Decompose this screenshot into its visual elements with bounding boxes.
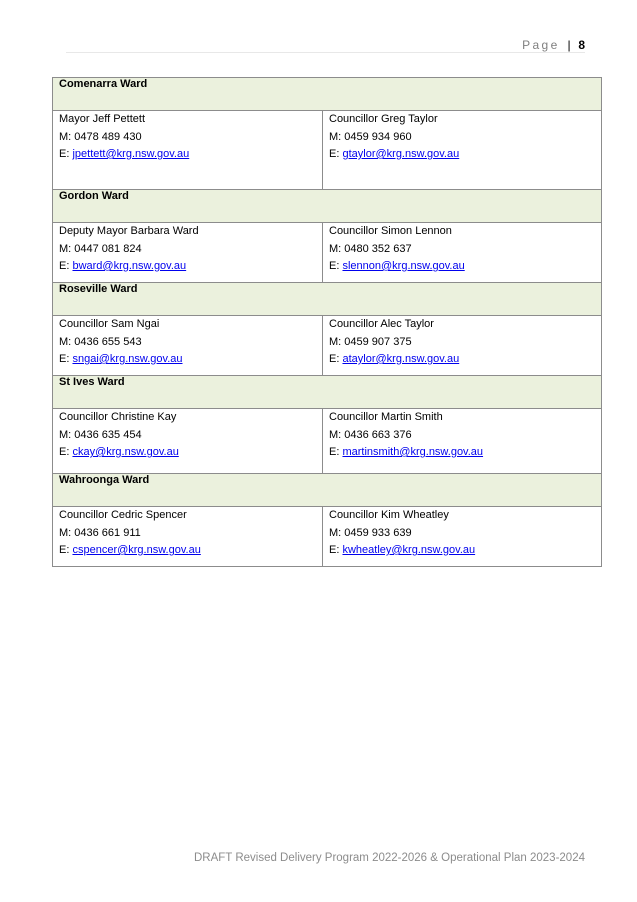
ward-members-row xyxy=(53,111,602,190)
email-link[interactable]: ataylor@krg.nsw.gov.au xyxy=(342,353,460,365)
ward-members-row xyxy=(53,223,602,283)
councillor-cell xyxy=(323,316,602,376)
ward-name: Roseville Ward xyxy=(53,283,602,316)
councillor-title: Councillor Alec Taylor xyxy=(329,318,434,330)
councillor-cell xyxy=(53,223,323,283)
councillor-mobile: M: 0480 352 637 xyxy=(329,242,412,255)
councillor-cell xyxy=(53,507,323,567)
email-prefix: E: xyxy=(59,353,70,365)
email-link[interactable]: sngai@krg.nsw.gov.au xyxy=(72,353,183,365)
ward-name: Comenarra Ward xyxy=(53,78,602,111)
ward-header-row xyxy=(53,283,602,316)
councillor-email-line xyxy=(59,351,316,369)
email-link[interactable]: cspencer@krg.nsw.gov.au xyxy=(72,544,201,556)
email-prefix: E: xyxy=(329,544,340,556)
ward-header-row xyxy=(53,376,602,409)
ward-name: St Ives Ward xyxy=(53,376,602,409)
email-prefix: E: xyxy=(329,446,340,458)
councillor-cell xyxy=(323,409,602,474)
email-prefix: E: xyxy=(59,260,70,272)
ward-name: Gordon Ward xyxy=(53,190,602,223)
councillor-title: Councillor Cedric Spencer xyxy=(59,509,187,521)
email-prefix: E: xyxy=(59,446,70,458)
councillor-mobile: M: 0436 663 376 xyxy=(329,428,412,441)
councillor-title: Councillor Sam Ngai xyxy=(59,318,160,330)
councillor-cell xyxy=(323,223,602,283)
email-prefix: E: xyxy=(329,260,340,272)
email-link[interactable]: slennon@krg.nsw.gov.au xyxy=(342,260,465,272)
councillor-contact-table xyxy=(52,77,602,567)
ward-name: Wahroonga Ward xyxy=(53,474,602,507)
councillor-mobile: M: 0436 635 454 xyxy=(59,428,142,441)
councillor-cell xyxy=(53,111,323,190)
document-footer: DRAFT Revised Delivery Program 2022-2026 & Operational Plan 2023-2024 xyxy=(194,852,585,864)
councillor-title: Councillor Kim Wheatley xyxy=(329,509,449,521)
page-number: 8 xyxy=(578,38,585,52)
councillor-email-line xyxy=(59,146,316,164)
councillor-email-line xyxy=(329,444,595,462)
councillor-mobile: M: 0436 661 911 xyxy=(59,526,141,539)
councillor-title: Councillor Greg Taylor xyxy=(329,113,438,125)
councillor-title: Mayor Jeff Pettett xyxy=(59,113,146,125)
ward-members-row xyxy=(53,507,602,567)
email-link[interactable]: martinsmith@krg.nsw.gov.au xyxy=(342,446,484,458)
councillor-title: Councillor Martin Smith xyxy=(329,411,443,423)
page-number-header xyxy=(522,38,585,52)
councillor-title: Councillor Simon Lennon xyxy=(329,225,452,237)
ward-header-row xyxy=(53,78,602,111)
ward-header-row xyxy=(53,474,602,507)
councillor-mobile: M: 0459 907 375 xyxy=(329,335,412,348)
email-link[interactable]: bward@krg.nsw.gov.au xyxy=(72,260,187,272)
councillor-email-line xyxy=(59,444,316,462)
email-prefix: E: xyxy=(329,148,340,160)
councillor-title: Councillor Christine Kay xyxy=(59,411,177,423)
page-separator: | xyxy=(567,38,571,52)
councillor-email-line xyxy=(59,258,316,276)
email-prefix: E: xyxy=(59,148,70,160)
councillor-mobile: M: 0447 081 824 xyxy=(59,242,142,255)
header-divider xyxy=(66,52,585,53)
councillor-title: Deputy Mayor Barbara Ward xyxy=(59,225,199,237)
councillor-email-line xyxy=(329,542,595,560)
ward-members-row xyxy=(53,316,602,376)
councillor-mobile: M: 0436 655 543 xyxy=(59,335,142,348)
councillor-email-line xyxy=(59,542,316,560)
ward-members-row xyxy=(53,409,602,474)
councillor-mobile: M: 0459 934 960 xyxy=(329,130,412,143)
email-link[interactable]: kwheatley@krg.nsw.gov.au xyxy=(342,544,476,556)
councillor-mobile: M: 0459 933 639 xyxy=(329,526,412,539)
email-link[interactable]: jpettett@krg.nsw.gov.au xyxy=(72,148,190,160)
page-label: Page xyxy=(522,38,560,52)
councillor-mobile: M: 0478 489 430 xyxy=(59,130,142,143)
ward-header-row xyxy=(53,190,602,223)
councillor-cell xyxy=(53,409,323,474)
councillor-email-line xyxy=(329,146,595,164)
councillor-email-line xyxy=(329,258,595,276)
email-link[interactable]: gtaylor@krg.nsw.gov.au xyxy=(342,148,460,160)
councillor-cell xyxy=(53,316,323,376)
councillor-cell xyxy=(323,111,602,190)
email-link[interactable]: ckay@krg.nsw.gov.au xyxy=(72,446,179,458)
councillor-cell xyxy=(323,507,602,567)
email-prefix: E: xyxy=(329,353,340,365)
email-prefix: E: xyxy=(59,544,70,556)
councillor-email-line xyxy=(329,351,595,369)
